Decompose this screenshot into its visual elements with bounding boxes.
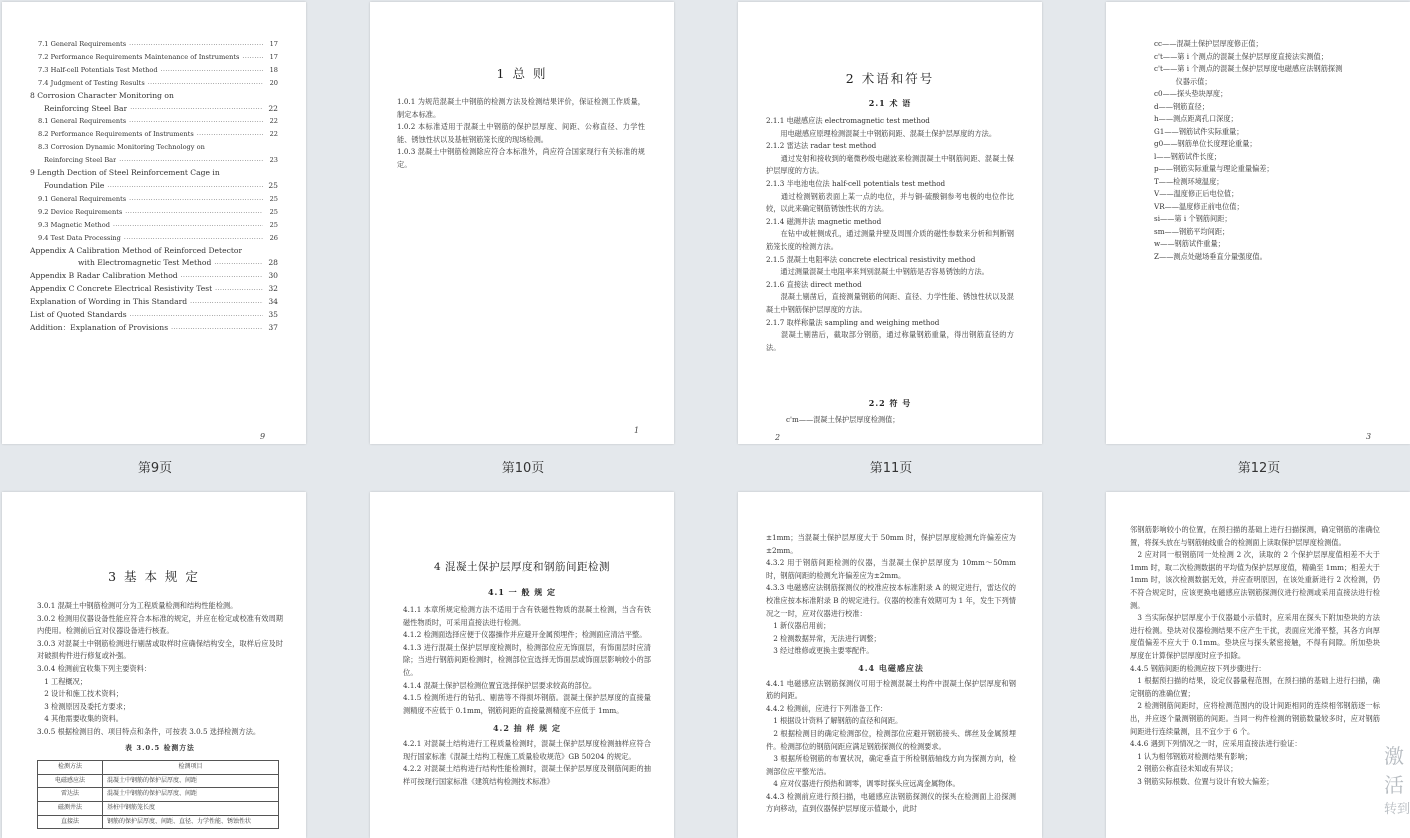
symbol-item: VR——温度修正前电位值； [1154,201,1244,211]
paragraph: 4.4.5 钢筋间距的检测应按下列步骤进行： [1130,663,1266,673]
paragraph: 4.4.1 电磁感应法钢筋探测仪可用于检测混凝土构件中混凝土保护层厚度和钢筋的间距。 [766,678,1016,701]
toc-entry-title: Addition：Explanation of Provisions [30,322,169,332]
toc-leader-dots [215,286,263,296]
symbol-item: Z——测点处磁场垂直分量强度值。 [1154,251,1267,261]
toc-leader-dots [242,54,263,64]
table-title: 表 3.0.5 检测方法 [125,743,195,752]
chapter-title: 3 基 本 规 定 [108,569,200,584]
paragraph: 4.3.3 电磁感应法钢筋探测仪的校准应按本标准附录 A 的规定进行，雷达仪的校准应按本标准附录 B 的规定进行。仪器的校准有效期可为 1 年，发生下列情况之一时，应对仪器进行校准： [766,583,1016,618]
symbol-line: c'm——混凝土保护层厚度检测值； [786,415,900,424]
doc-page-13[interactable] [2,492,306,838]
paragraph: 3.0.4 检测前宜收集下列主要资料： [37,663,152,673]
toc-entry[interactable] [30,90,278,103]
section-title: 4.2 抽 样 规 定 [492,723,562,734]
paragraph: 3.0.1 混凝土中钢筋检测可分为工程质量检测和结构性能检测。 [37,601,238,610]
toc-entry-page: 17 [269,40,278,48]
toc-entry-title: with Electromagnetic Test Method [78,258,212,268]
page-caption-11: 第11页 [869,461,913,476]
toc-entry-title: 8 Corrosion Character Monitoring on [30,90,174,100]
paragraph: 4.1.1 本章所规定检测方法不适用于含有铁磁性物质的混凝土检测，当含有铁磁性物质时，可采用直接法进行检测。 [403,605,651,627]
toc-entry-page: 35 [268,310,278,320]
toc-leader-dots [190,299,263,309]
toc-entry-title: Appendix B Radar Calibration Method [30,271,178,281]
toc-leader-dots [107,183,263,193]
toc-entry-page: 26 [269,233,278,242]
toc-entry-page: 25 [268,180,278,190]
paragraph: 4.1.3 进行混凝土保护层厚度检测时，检测部位应无饰面层，有饰面层时应清除；当进行钢筋间距检测时，检测部位宜选择无饰面层或饰面层影响较小的部位。 [403,642,651,677]
symbol-item: c0——探头垫块厚度； [1154,89,1228,98]
toc-entry-page: 17 [269,52,278,61]
page11-body [766,115,1014,354]
toc-entry-title: 9.2 Device Requirements [38,207,123,216]
symbol-item: w——钢筋试件重量； [1154,239,1225,248]
symbol-item: sm——钢筋平均间距； [1154,226,1230,236]
section-title: 2.1 术 语 [868,98,912,108]
toc-entry-title: 9.3 Magnetic Method [38,220,110,229]
paragraph: 2.1.7 取样称量法 sampling and weighing method [766,317,940,327]
page10-body [397,96,645,172]
toc-leader-dots [161,67,263,77]
toc-entry-title: Appendix A Calibration Method of Reinforced Detector [30,245,243,255]
toc-entry-page: 28 [268,258,278,268]
doc-page-14[interactable] [370,492,674,838]
toc-leader-dots [124,235,263,245]
paragraph: 邻钢筋影响较小的位置，在预扫描的基础上进行扫描探测，确定钢筋的准确位置，将探头放在与钢筋轴线重合的检测面上读取保护层厚度检测值。 [1130,525,1380,547]
toc-leader-dots [129,118,263,128]
toc-leader-dots [129,41,263,51]
table-row [38,788,279,802]
table-row [38,801,279,815]
paragraph: 2 钢筋公称直径未知或有异议； [1130,764,1238,774]
paragraph: 2.1.1 电磁感应法 electromagnetic test method [766,116,930,125]
paragraph: 2 检测钢筋间距时，应将检测范围内的设计间距相同的连续相邻钢筋逐一标出，并应逐个量测钢筋的间距。当同一构件检测的钢筋数量较多时，应对钢筋间距进行连续量测，且不宜少于 6 个。 [1130,701,1380,736]
chapter-title: 4 混凝土保护层厚度和钢筋间距检测 [433,561,611,573]
table-cell: 电磁感应法 [38,774,103,788]
toc-entry-title: 7.4 Judgment of Testing Results [38,78,145,87]
toc-entry-title: 7.3 Half-cell Potentials Test Method [38,65,158,74]
chapter-title: 2 术语和符号 [845,71,935,86]
section-title: 4.1 一 般 规 定 [487,587,557,597]
toc-entry-title: Explanation of Wording in This Standard [30,297,188,307]
toc-leader-dots [130,312,263,322]
table-header-cell: 检测方法 [38,761,103,775]
doc-page-16[interactable] [1106,492,1410,838]
symbol-item: c't——第 i 个测点的混凝土保护层厚度电磁感应法钢筋探测 [1154,64,1343,73]
watermark-line: 转到 [1384,802,1410,817]
toc-entry[interactable] [30,154,278,167]
page-number: 2 [775,433,781,442]
toc-entry-page: 22 [269,130,278,139]
paragraph: 4.3.2 用于钢筋间距检测的仪器，当混凝土保护层厚度为 10mm～50mm 时，钢筋间距的检测允许偏差应为±2mm。 [766,558,1016,580]
toc-leader-dots [171,325,263,335]
page-caption-9: 第9页 [137,461,173,476]
toc-leader-dots [214,260,263,270]
page13-body [37,600,283,829]
toc-entry-title: 8.3 Corrosion Dynamic Monitoring Technology on [38,143,205,152]
paragraph: 3 经过维修或更换主要零配件。 [766,646,874,656]
table-cell: 雷达法 [38,788,103,802]
toc-entry[interactable] [30,283,278,296]
paragraph: 1 根据预扫描的结果，设定仪器量程范围，在预扫描的基础上进行扫描，确定钢筋的准确位置； [1130,676,1380,698]
symbol-item: p——钢筋实际重量与理论重量偏差； [1154,164,1274,173]
paragraph: 3 根据所检钢筋的布置状况，确定垂直于所检钢筋轴线方向为探测方向，检测部位应平整光洁。 [766,754,1016,776]
doc-page-15[interactable] [738,492,1042,838]
paragraph: 4.4.2 检测前，应进行下列准备工作： [766,703,888,713]
toc-entry-title: 7.1 General Requirements [38,40,127,48]
toc-leader-dots [119,157,263,167]
paragraph: 4.4.3 检测前应进行预扫描，电磁感应法钢筋探测仪的探头在检测面上沿探测方向移动，直到仪器保护层厚度示值最小，此时 [766,791,1016,814]
toc-entry-title: Reinforcing Steel Bar [44,156,117,165]
paragraph: 1 认为相邻钢筋对检测结果有影响； [1130,751,1252,761]
table-row [38,815,279,829]
paragraph: 通过发射和接收到的毫微秒级电磁波来检测混凝土中钢筋间距、混凝土保护层厚度的方法。 [766,153,1014,176]
paragraph: 2.1.3 半电池电位法 half-cell potentials test method [766,178,946,188]
paragraph: 1 新仪器启用前； [766,621,831,631]
toc-entry-title: 9 Length Dection of Steel Reinforcement Cage in [30,168,220,178]
paragraph: 2.1.6 直接法 direct method [766,279,862,289]
toc-leader-dots [130,105,263,115]
toc-entry-page: 25 [269,194,278,203]
toc-entry-title: 8.1 General Requirements [38,117,127,126]
page16-body [1130,524,1380,788]
paragraph: 通过检测钢筋表面上某一点的电位，并与铜-硫酸铜参考电极的电位作比较，以此来确定钢筋锈蚀性状的方法。 [766,191,1014,214]
toc-entry-title: 7.2 Performance Requirements Maintenance of Instruments [38,52,240,61]
page-number: 3 [1366,432,1372,441]
table-cell: 混凝土中钢筋的保护层厚度、间距 [103,788,279,802]
symbol-item: l——钢筋试件长度； [1154,151,1221,161]
page14-body [403,604,651,788]
page-caption-10: 第10页 [501,461,545,476]
paragraph: 4.1.2 检测面选择应便于仪器操作并应避开金属预埋件；检测面应清洁平整。 [403,630,647,640]
toc-entry-page: 30 [268,271,278,281]
table-cell: 混凝土中钢筋的保护层厚度、间距 [103,774,279,788]
toc-entry[interactable] [30,128,278,141]
paragraph: 4.1.4 混凝土保护层检测位置宜选择保护层要求较高的部位。 [403,680,597,690]
symbol-item: G1——钢筋试件实际重量； [1154,126,1244,136]
paragraph: 1.0.1 为规范混凝土中钢筋的检测方法及检测结果评价，保证检测工作质量，制定本标准。 [397,97,645,119]
table-cell: 磁测井法 [38,801,103,815]
doc-page-10[interactable] [370,2,674,444]
symbol-item: V——温度修正后电位值； [1154,189,1239,198]
toc-entry[interactable] [30,245,278,258]
doc-page-9[interactable] [2,2,306,444]
toc-entry-title: Appendix C Concrete Electrical Resistivity Test [30,284,213,294]
section-title: 4.4 电磁感应法 [858,662,924,673]
section-title: 2.2 符 号 [868,398,912,408]
toc-entry-page: 25 [269,220,278,229]
page-caption-12: 第12页 [1237,461,1281,476]
paragraph: 4.2.2 对混凝土结构进行结构性能检测时，混凝土保护层厚度及钢筋间距的抽样可按现行国家标准《建筑结构检测技术标准》 [403,764,651,786]
toc-entry[interactable] [30,141,278,154]
toc-leader-dots [197,131,263,141]
paragraph: 2 应对同一根钢筋同一处检测 2 次，读取的 2 个保护层厚度值相差不大于 1mm 时，取二次检测数据的平均值为保护层厚度值，精确至 1mm；相差大于 1mm 时，该次检测数据无效，并应查明原因，在该处重新进行 2 次检测，仍不符合规定时，应该更换电磁感应法钢筋探测仪进行检测或采用直接法进行检测。 [1130,550,1380,610]
paragraph: 2.1.2 雷达法 radar test method [766,141,877,151]
toc-entry[interactable] [30,322,278,335]
toc-leader-dots [181,273,263,283]
paragraph: 2 设计和施工技术资料； [37,689,123,699]
paragraph: 1 根据设计资料了解钢筋的直径和间距。 [766,716,903,726]
paragraph: 在钻中或桩侧成孔，通过测量井壁及周围介质的磁性参数来分析和判断钢筋笼长度的检测方法。 [766,229,1014,251]
toc-entry[interactable] [30,38,278,51]
paragraph: 4.1.5 检测所进行的钻孔、剔凿等不得损坏钢筋。混凝土保护层厚度的直接量测精度不应低于 0.1mm，钢筋间距的直接量测精度不应低于 1mm。 [403,693,651,715]
toc-entry[interactable] [30,115,278,128]
paragraph: 3.0.3 对混凝土中钢筋检测进行剔凿或取样时应确保结构安全，取样后应及时对破损构件进行修复或补强。 [37,638,283,661]
toc-entry[interactable] [30,193,278,206]
paragraph: ±1mm；当混凝土保护层厚度大于 50mm 时，保护层厚度检测允许偏差应为±2mm。 [766,533,1016,555]
symbol-item: si——第 i 个钢筋间距； [1154,214,1232,223]
paragraph: 混凝土剔凿后，直接测量钢筋的间距、直径、力学性能、锈蚀性状以及混凝土中钢筋保护层厚度的方法。 [766,292,1014,314]
table-cell: 钢筋的保护层厚度、间距、直径、力学性能、锈蚀性状 [103,815,279,829]
paragraph: 3 钢筋实际根数、位置与设计有较大偏差； [1130,776,1274,786]
paragraph: 4 应对仪器进行预热和调零，调零时探头应远离金属物体。 [766,779,960,789]
paragraph: 4.2.1 对混凝土结构进行工程质量检测时，混凝土保护层厚度检测抽样应符合现行国家标准《混凝土结构工程施工质量验收规范》GB 50204 的规定。 [403,738,651,761]
symbol-item: cc——混凝土保护层厚度修正值； [1154,39,1263,48]
symbol-item: h——测点距离孔口深度； [1154,114,1238,123]
toc-entry-title: Foundation Pile [44,180,105,190]
toc-entry[interactable] [30,103,278,116]
paragraph: 2.1.4 磁测井法 magnetic method [766,216,882,226]
toc-entry-title: 9.1 General Requirements [38,194,127,203]
doc-page-12[interactable] [1106,2,1410,444]
toc-leader-dots [113,222,263,232]
doc-page-11[interactable] [738,2,1042,444]
symbol-item: d——钢筋直径； [1154,101,1209,111]
activation-watermark [1384,740,1410,817]
toc-entry-title: List of Quoted Standards [30,310,127,320]
paragraph: 混凝土剔凿后，截取部分钢筋，通过称量钢筋重量，得出钢筋直径的方法。 [766,330,1014,352]
table-header-row [38,761,279,775]
toc-entry-page: 32 [268,284,278,294]
table-cell: 基桩中钢筋笼长度 [103,801,279,815]
toc-entry[interactable] [30,167,278,180]
toc-entry[interactable] [30,232,278,245]
toc-entry[interactable] [30,77,278,90]
toc-leader-dots [125,209,263,219]
toc-entry-page: 18 [269,65,278,74]
paragraph: 3 检测原因及委托方要求； [37,701,131,711]
toc-entry-title: Reinforcing Steel Bar [44,103,128,113]
page15-body [766,532,1016,816]
methods-table [37,760,279,829]
symbol-item: g0——钢筋单位长度理论重量； [1154,139,1257,148]
symbol-item: 仪器示值； [1154,76,1212,86]
paragraph: 3 当实际保护层厚度小于仪器最小示值时，应采用在探头下附加垫块的方法进行检测。垫块对仪器检测结果不应产生干扰，表面应光滑平整，其各方向厚度值偏差不应大于 0.1mm。垫块应与探头紧密接触，不得有间隙。所加垫块厚度在计算保护层厚度时应予扣除。 [1130,613,1380,660]
page-number: 1 [634,426,640,435]
toc-entry-page: 22 [268,103,278,113]
toc-entry[interactable] [30,296,278,309]
watermark-line: 激活 [1384,744,1404,797]
paragraph: 用电磁感应原理检测混凝土中钢筋间距、混凝土保护层厚度的方法。 [766,128,997,138]
page-number: 9 [260,432,266,441]
symbol-item: T——检测环境温度； [1154,176,1224,186]
paragraph: 2.1.5 混凝土电阻率法 concrete electrical resistivity method [766,254,976,264]
toc-entry-page: 22 [269,117,278,126]
toc-entry[interactable] [30,270,278,283]
symbol-list [1154,38,1404,263]
paragraph: 3.0.2 检测用仪器设备性能应符合本标准的规定，并应在检定或校准有效周期内使用。检测前后宜对仪器设备进行核查。 [37,613,283,636]
paragraph: 1.0.2 本标准适用于混凝土中钢筋的保护层厚度、间距、公称直径、力学性能、锈蚀性状以及基桩钢筋笼长度的现场检测。 [397,122,645,144]
paragraph: 2 检测数据异常，无法进行调整； [766,633,881,643]
paragraph: 1.0.3 混凝土中钢筋检测除应符合本标准外，尚应符合国家现行有关标准的规定。 [397,147,645,169]
toc-leader-dots [129,196,263,206]
toc-entry[interactable] [30,64,278,77]
table-cell: 直接法 [38,815,103,829]
paragraph: 4.4.6 遇到下列情况之一时，应采用直接法进行验证： [1130,739,1302,749]
chapter-title: 1 总 则 [496,66,548,81]
paragraph: 2 根据检测目的确定检测部位，检测部位应避开钢筋接头、绑丝及金属预埋件。检测部位的钢筋间距应满足钢筋探测仪的检测要求。 [766,728,1016,751]
toc-entry-page: 37 [268,322,278,332]
toc-entry-page: 23 [269,156,278,165]
paragraph: 3.0.5 根据检测目的、项目特点和条件，可按表 3.0.5 选择检测方法。 [37,726,261,736]
toc-entry-page: 34 [268,297,278,307]
toc-entry-title: 9.4 Test Data Processing [38,233,121,242]
toc-entry-page: 20 [269,78,278,87]
toc-entry[interactable] [30,51,278,64]
toc-entry[interactable] [30,309,278,322]
toc-entry[interactable] [30,219,278,232]
symbol-item: c't——第 i 个测点的混凝土保护层厚度直接法实测值； [1154,51,1328,61]
toc-entry[interactable] [30,257,278,270]
toc-leader-dots [148,80,263,90]
toc-entry[interactable] [30,180,278,193]
table-of-contents [30,38,278,335]
table-header-cell: 检测项目 [103,761,279,775]
toc-entry-title: 8.2 Performance Requirements of Instruments [38,130,194,139]
paragraph: 4 其他需要收集的资料。 [37,714,123,724]
table-row [38,774,279,788]
toc-entry-page: 25 [269,207,278,216]
paragraph: 通过测量混凝土电阻率来判别混凝土中钢筋是否容易锈蚀的方法。 [766,267,989,277]
toc-entry[interactable] [30,206,278,219]
paragraph: 1 工程概况； [37,676,87,686]
